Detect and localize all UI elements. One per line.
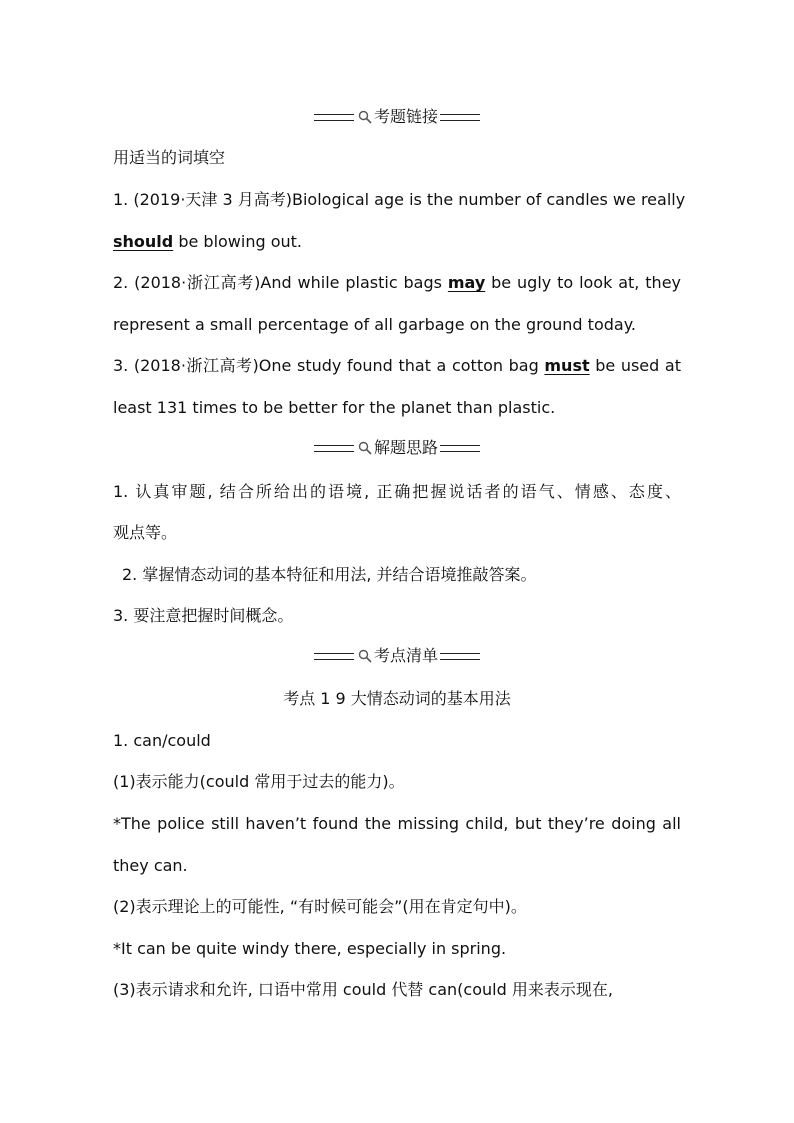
question-2-answer: may: [447, 273, 486, 292]
question-3-line-2: least 131 times to be better for the planet than plastic.: [113, 398, 556, 417]
example-1-text: *The police still haven’t found the missing child, but they’re doing all: [113, 814, 681, 833]
example-1-line-1: [113, 813, 681, 835]
question-2-suffix: be ugly to look at, they: [485, 273, 682, 292]
heading-can-could: 1. can/could: [113, 731, 211, 750]
question-2-line-2: represent a small percentage of all garbage on the ground today.: [113, 315, 636, 334]
point-1: (1)表示能力(could 常用于过去的能力)。: [113, 772, 405, 791]
question-1-suffix: be blowing out.: [173, 232, 302, 251]
point-2: (2)表示理论上的可能性, “有时候可能会”(用在肯定句中)。: [113, 897, 527, 916]
topic-title: 考点 1 9 大情态动词的基本用法: [283, 689, 511, 708]
instruction-text: 用适当的词填空: [113, 148, 226, 167]
question-3-text: 3. (2018·浙江高考)One study found that a cotton bag: [113, 356, 545, 375]
question-1-text: 1. (2019·天津 3 月高考)Biological age is the number of candles we really: [113, 190, 686, 209]
question-3-answer: must: [544, 356, 590, 375]
tip-1-text: 1. 认真审题, 结合所给出的语境, 正确把握说话者的语气、情感、态度、: [113, 482, 681, 501]
section-title: 考点清单: [373, 646, 438, 665]
header-rule-right: [440, 653, 480, 660]
question-1-line-2: [113, 231, 681, 253]
tip-1-line-1: [113, 481, 681, 503]
section-header-key-points: [113, 645, 681, 667]
header-rule-left: [314, 445, 354, 452]
section-header-exam-links: [113, 106, 681, 128]
question-1-answer: should: [113, 232, 174, 251]
magnifier-icon: [358, 649, 372, 663]
question-3-suffix: be used at: [589, 356, 681, 375]
magnifier-icon: [358, 110, 372, 124]
tip-2: 2. 掌握情态动词的基本特征和用法, 并结合语境推敲答案。: [122, 565, 537, 584]
section-header-solving-ideas: [113, 437, 681, 459]
point-3: (3)表示请求和允许, 口语中常用 could 代替 can(could 用来表示现在,: [113, 980, 613, 999]
question-3-line-1: [113, 355, 681, 377]
header-rule-left: [314, 653, 354, 660]
example-2: *It can be quite windy there, especially in spring.: [113, 939, 507, 958]
tip-1-line-2: 观点等。: [113, 523, 178, 542]
tip-3: 3. 要注意把握时间概念。: [113, 606, 294, 625]
example-1-line-2: they can.: [113, 856, 188, 875]
section-title: 考题链接: [373, 107, 438, 126]
question-2-line-1: [113, 272, 681, 294]
header-rule-right: [440, 445, 480, 452]
header-rule-left: [314, 114, 354, 121]
header-rule-right: [440, 114, 480, 121]
section-title: 解题思路: [373, 438, 438, 457]
question-2-text: 2. (2018·浙江高考)And while plastic bags: [113, 273, 448, 292]
magnifier-icon: [358, 441, 372, 455]
question-1-line-1: [113, 189, 686, 211]
